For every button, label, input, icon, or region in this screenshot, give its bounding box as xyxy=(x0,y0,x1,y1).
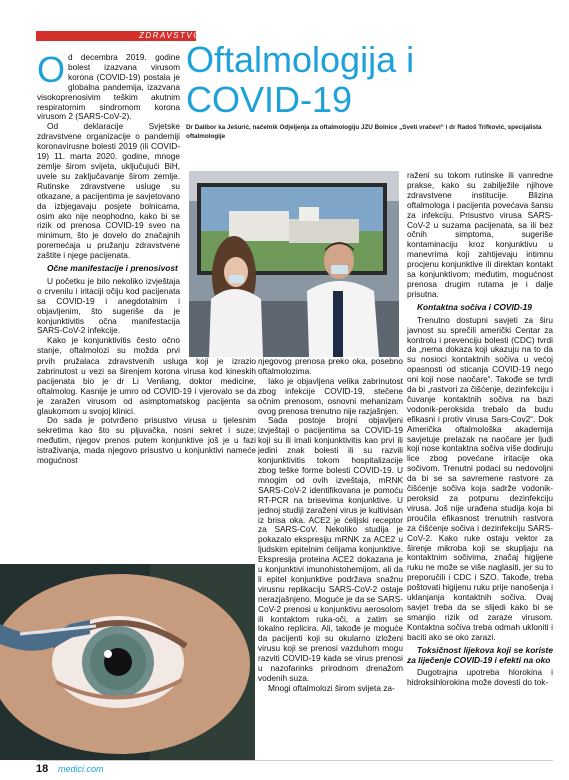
footer-site: medici.com xyxy=(58,764,104,774)
eye-exam-photo-image xyxy=(0,564,255,760)
paragraph: Trenutno dostupni savjeti za širu javnost su sprečili američki Centar za kontrolu i prevenciju bolesti (CDC) tvrdi da „nema dokaza koji ukazuju na to da su nosioci kontaktnih sočiva u većoj opasnosti od sticanja COVID-19 nego oni koji nose naočare“. Takođe se tvrdi da bi „rastvori za čišćenje, dezinfekciju i čuvanje kontaktnih sočiva na bazi vodonik-peroksida trebalo da budu efikasni i protiv virusa Sars-Cov2“. Dok Američka oftalmološka akademija savjetuje prelazak na naočare jer ljudi koji nose kontaktna sočiva više dodiruju lice zbog povećane iritacije oka sočivom. Trenutni podaci su nedovoljni da bi se sa savremene rastvore za čišćenje sočiva koja sadrže vodonik-peroksid za potpunu dezinfekciju virusa. Još nije urađena studija koja bi proučila efikasnost trenutnih rastvora za čišćenje sočiva i dezinfekciju SARS-CoV-2. Kako ruke ostaju vektor za širenje mikroba koji se skupljaju na kontaktnim sočivima, značaj higijene ruku ne može se više naglasiti, jer su to preporučili i CDC i SZO. Takođe, treba poštovati higijenu ruku prije nanošenja i uklanjanja kontaktnih sočiva. Ovaj savjet treba da se slijedi kako bi se smanjio rizik od zaraze virusom. Kontaktna sočiva treba odmah ukloniti i baciti ako se oko zarazi. xyxy=(407,314,553,642)
doctors-photo xyxy=(189,171,399,357)
paragraph: Iako je objavljena velika zabrinutost zbog infekcije COVID-19, stečene očnim prenosom, osnovni mehanizam ovog prenosa trenutno nije razjašnjen. xyxy=(258,375,403,416)
paragraph: U početku je bilo nekoliko izvještaja o crvenilu i iritaciji očiju kod pacijenata sa COVID-19 i anegdotalnim i objavljenim, što sugeriše da je konjunktivitis očna manifestacija SARS-CoV-2 infekcije. xyxy=(37,275,180,336)
paragraph: raženi su tokom rutinske ili vanredne prakse, kako su zabilježile njihove zdravstvene institucije. Blizina oftalmologa i pacijenta povećava šansu za infekciju. Prisustvo virusa SARS-CoV-2 u suzama pacijenata, sa ili bez očnih simptoma, sugeriše kontaminaciju kroz konjunktivu u manevrima koji zahtijevaju intimnu procjenu konjunktive ili direktan kontakt sa konjunktivom; međutim, mogućnost prenosa drugim rutama je i dalje prisutna. xyxy=(407,171,553,299)
eye-exam-photo xyxy=(0,564,255,760)
article-authors: Dr Dalibor ka Ješurić, načelnik Odjeljenja za oftalmologiju JZU Bolnice „Sveti vračevi“ i dr Radoš Trifković, specijalista oftalmologije xyxy=(186,124,542,140)
column-2 xyxy=(258,357,403,757)
subheading: Kontaktna sočiva i COVID-19 xyxy=(417,301,532,312)
paragraph: prvih pružalaca zdravstvenih usluga koji je izrazio zabrinutost u vezi sa širenjem korona virusa kod kineskih pacijenata bio je dr Li Venliang, doktor medicine, oftalmolog. Kasnije je umro od COVID-19 i vjerovalo se da je zaražen virusom od asimptomatskog pacijenta sa glaukomom u svojoj klinici. xyxy=(37,357,256,416)
title-line-2: COVID-19 xyxy=(186,79,353,120)
article-title xyxy=(186,40,546,120)
subheading: Očne manifestacije i prenosivost xyxy=(47,263,178,274)
paragraph-text: d decembra 2019. godine bolest izazvana virusom korona (COVID-19) postala je globalna pandemija, izazvana visokoprenosivim teškim akutnim respiratornim sindromom korona virusom 2 (SARS-CoV-2). xyxy=(37,53,180,122)
column-3 xyxy=(407,171,553,755)
paragraph: Dugotrajna upotreba hlorokina i hidroksihlorokina može dovesti do tok- xyxy=(407,667,553,688)
paragraph: Sada postoje brojni objavljeni izvještaji o pacijentima sa COVID-19 koji su ili imali konjunktivitis kao prvi ili jedini znak bolesti ili su razvili konjunktivitis tokom hospitalizacije zbog teške forme bolesti COVID-19. U mnogim od ovih izveštaja, mRNK SARS-CoV-2 identifikovana je pomoću RT-PCR na brisevima konjunktive. U jednoj studiji zaraženi virus je kultivisan iz brisa oka. ACE2 je ćelijski receptor za SARS-CoV. Nekoliko studija je pokazalo ekspresiju mRNK za ACE2 u ljudskim epitelnim ćelijama konjunktive. Ekspresija proteina ACE2 dokazana je u konjunktivi imunohistohemijom, ali da li epitel konjunktive podržava snažnu virusnu replikaciju SARS-CoV-2 ostaje nerazjašnjeno. Moguće je da se SARS-CoV-2 prenosi u konjunktivu aerosolom ili kontaktom ruka-oči, a zatim se lokalno replicira. Ali, takođe je moguće da pacijenti koji su okularno izloženi virusu koji se prenosi vazduhom mogu razviti COVID-19 kada se virus prenosi u nazofarinks prirodnom drenažom vodenih suza. xyxy=(258,415,403,683)
column-1-top xyxy=(37,53,180,355)
paragraph: njegovog prenosa preko oka, posebno oftalmolozima. xyxy=(258,357,403,376)
paragraph: Do sada je potvrđeno prisustvo virusa u tjelesnim sekretima kao što su pljuvačka, nosni sekret i suze; međutim, njegov prenos putem konjunktive još je u fazi istraživanja, mada njegovo prisustvo u konjunktivi nameće mogućnost xyxy=(37,415,256,466)
title-line-1: Oftalmologija i xyxy=(186,39,415,80)
column-1-bottom xyxy=(37,357,256,562)
doctors-photo-image xyxy=(189,171,399,357)
subheading: Toksičnost lijekova koji se koriste za liječenje COVID-19 i efekti na oko xyxy=(407,644,553,665)
page-number: 18 xyxy=(36,763,49,775)
section-label: ZDRAVSTVO xyxy=(139,31,201,40)
paragraph: Od deklaracije Svjetske zdravstvene organizacije o pandemiji koronavirusne bolesti 2019 (ili COVID-19) 11. marta 2020. godine, mnoge zemlje širom svijeta, uključujući BiH, uvele su zaključavanje širom zemlje. Rutinske zdravstvene usluge su otkazane, a pacijentima je savjetovano da izbjegavaju posjete bolnicama, osim ako nije neophodno, kako bi se rizik od prenosa COVID-19 sveo na minimum, što je dovelo do značajnih poremećaja u pružanju zdravstvene zaštite i njege pacijenata. xyxy=(37,121,180,261)
paragraph: Kako je konjunktivitis često očno stanje, oftalmolozi su možda prvi xyxy=(37,335,180,355)
drop-cap: O xyxy=(37,53,66,90)
paragraph xyxy=(37,53,180,122)
paragraph: Mnogi oftalmolozi širom svijeta za- xyxy=(268,682,395,693)
footer-divider xyxy=(36,760,553,761)
